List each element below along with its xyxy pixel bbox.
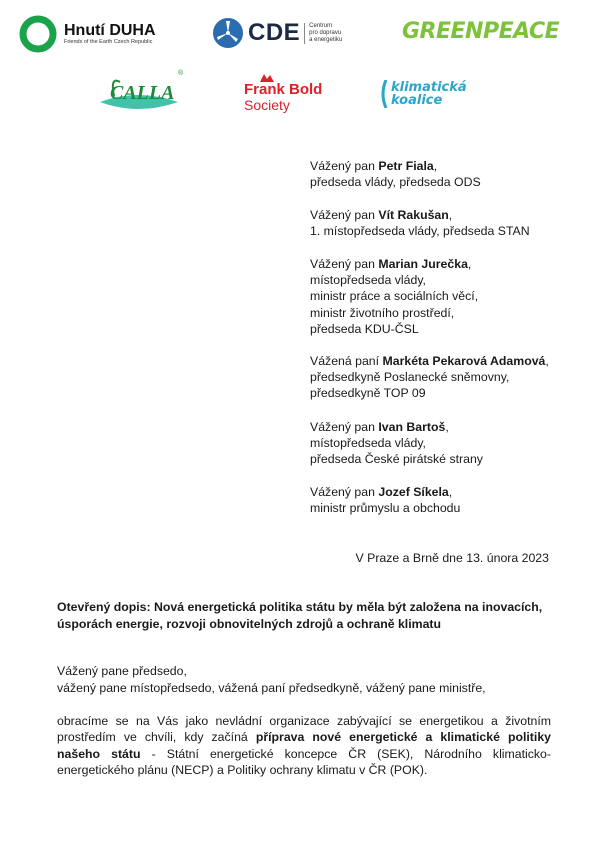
addressee-heading: Vážená paní Markéta Pekarová Adamová, (310, 354, 549, 368)
cde-sub-line: pro dopravu (309, 29, 342, 36)
addressee-heading: Vážený pan Vít Rakušan, (310, 208, 453, 222)
cde-logo (212, 17, 342, 49)
addressee-role: ministr průmyslu a obchodu (310, 501, 461, 516)
addressee-role: předsedkyně TOP 09 (310, 386, 426, 401)
addressee-role: ministr práce a sociálních věcí, (310, 289, 479, 304)
calla-logo (92, 72, 184, 114)
cde-subtitle (304, 23, 342, 44)
addressee-block (310, 353, 549, 402)
salutation (57, 663, 486, 697)
addressee-heading: Vážený pan Ivan Bartoš, (310, 420, 449, 434)
paragraph-text: - Státní energetické koncepce ČR (SEK), Národního klimaticko-energetického plánu (NECP) a Politiky ochrany klimatu v ČR (POK). (57, 746, 551, 778)
salutation-line: vážený pane místopředsedo, vážená paní předsedkyně, vážený pane ministře, (57, 681, 486, 695)
addressee-role: ministr životního prostředí, (310, 305, 455, 320)
klimaticka-koalice-logo (380, 80, 467, 108)
addressee-heading: Vážený pan Jozef Síkela, (310, 485, 453, 499)
cde-turbine-icon (212, 17, 244, 49)
addressee-role: místopředseda vlády, (310, 273, 426, 288)
addressee-name: Markéta Pekarová Adamová (382, 354, 546, 368)
addressee-name: Jozef Síkela (378, 485, 449, 499)
cde-name: CDE (248, 19, 301, 46)
duha-subtitle: Friends of the Earth Czech Republic (64, 38, 153, 45)
addressee-role: místopředseda vlády, (310, 436, 426, 451)
addressee-role: předseda vlády, předseda ODS (310, 175, 481, 190)
cde-sub-line: a energetiku (309, 36, 343, 43)
paragraph-emphasis: příprava nové energetické a klimatické politiky našeho státu (57, 730, 551, 761)
addressee-block (310, 484, 460, 516)
addressee-block (310, 419, 483, 468)
addressee-block (310, 256, 478, 337)
calla-name: CALLA (110, 82, 175, 104)
klimaticka-line2: koalice (391, 93, 443, 108)
addressee-name: Marian Jurečka (378, 257, 468, 271)
greenpeace-name: GREENPEACE (402, 19, 560, 44)
addressee-role: předsedkyně Poslanecké sněmovny, (310, 370, 510, 385)
frank-bold-name: Frank Bold (244, 81, 323, 98)
body-paragraph (57, 713, 551, 779)
letter-date: V Praze a Brně dne 13. února 2023 (355, 551, 549, 565)
paragraph-text: obracíme se na Vás jako nevládní organizace zabývající se energetikou a životním prostředím ve chvíli, kdy začíná (57, 714, 551, 745)
greenpeace-logo (402, 19, 559, 44)
addressee-heading: Vážený pan Petr Fiala, (310, 159, 438, 173)
addressee-role: 1. místopředseda vlády, předseda STAN (310, 224, 530, 239)
addressee-block (310, 158, 481, 190)
salutation-line: Vážený pane předsedo, (57, 664, 187, 678)
addressee-role: předseda České pirátské strany (310, 452, 483, 467)
letter-title: Otevřený dopis: Nová energetická politika státu by měla být založena na inovacích, úsporách energie, rozvoji obnovitelných zdrojů a ochraně klimatu (57, 600, 543, 631)
addressee-name: Ivan Bartoš (378, 420, 446, 434)
duha-ring-icon (18, 14, 58, 54)
calla-registered-mark: ® (178, 70, 184, 77)
addressee-role: předseda KDU-ČSL (310, 321, 419, 336)
frank-bold-logo (244, 74, 322, 113)
klimaticka-line1: klimatická (391, 80, 467, 95)
frank-bold-society: Society (244, 97, 290, 113)
klimaticka-wave-icon (380, 80, 390, 108)
addressee-name: Petr Fiala (378, 159, 434, 173)
addressee-heading: Vážený pan Marian Jurečka, (310, 257, 472, 271)
addressee-block (310, 207, 530, 239)
duha-name: Hnutí DUHA (64, 21, 156, 39)
hnuti-duha-logo (18, 14, 156, 54)
cde-sub-line: Centrum (309, 22, 333, 29)
addressee-name: Vít Rakušan (378, 208, 449, 222)
